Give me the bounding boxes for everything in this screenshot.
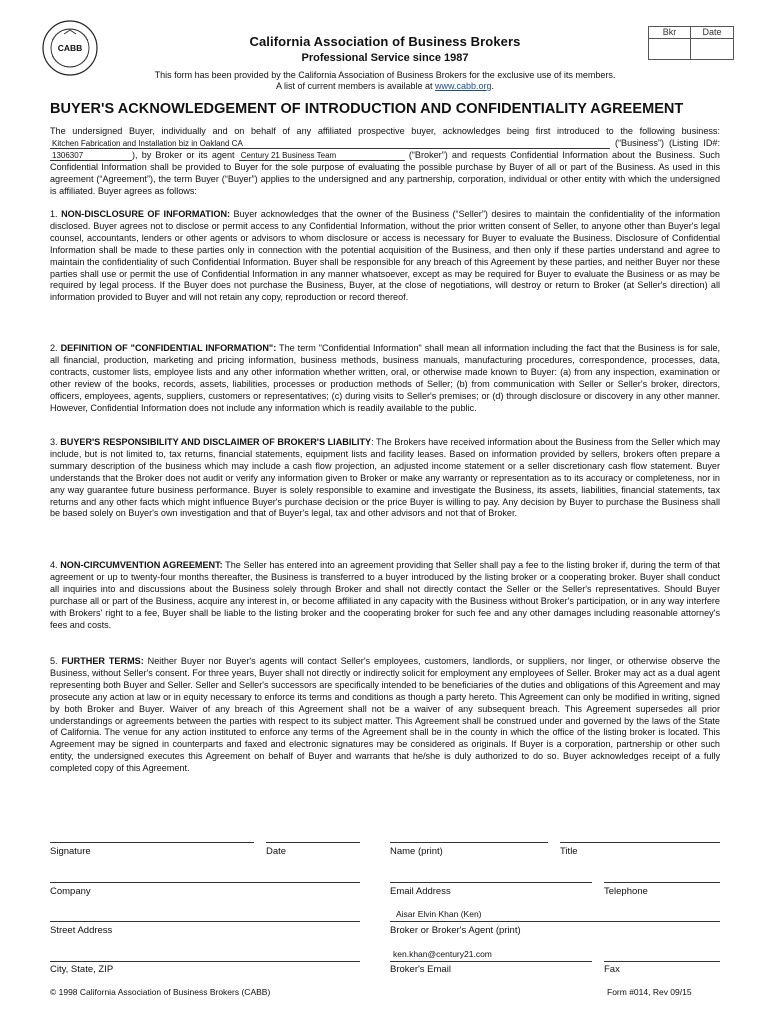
broker-agent-label: Broker or Broker's Agent (print) <box>390 925 521 936</box>
section-text: Buyer acknowledges that the owner of the Business (“Seller”) desires to maintain the confidentiality of the information disclosed. Buyer agrees not to disclose or permit access to any Confidential Information, without the prior written consent of Seller, to anyone other than Buyer's legal counsel, accountants, lenders or other agents or advisors to whom disclosure or access is necessary for Buyer to evaluate the Business. Disclosure of Confidential Information shall be made to these parties only in connection with the potential acquisition of the Business, and then only if these parties understand and agree to maintain the confidentiality of such Confidential Information. Buyer shall be responsible for any breach of this Agreement by these parties, and neither Buyer nor these parties shall use or permit the use of Confidential Information in any manner whatsoever, except as may be required for Buyer to evaluate the Business or as may be required by legal process. If the Buyer does not purchase the Business, Buyer, at the close of negotiations, will destroy or return to Broker (at Seller's direction) all information provided to Buyer and will not retain any copy, reproduction or record thereof. <box>50 209 720 303</box>
date-line[interactable] <box>266 842 360 843</box>
intro-part1: The undersigned Buyer, individually and on behalf of any affiliated prospective buyer, acknowledges being first introduced to the following business: <box>50 126 720 136</box>
bkr-cell[interactable] <box>649 27 691 59</box>
signature-label: Signature <box>50 846 91 857</box>
name-label: Name (print) <box>390 846 443 857</box>
section-heading: FURTHER TERMS: <box>61 656 144 666</box>
section-heading: DEFINITION OF "CONFIDENTIAL INFORMATION": <box>60 343 277 353</box>
section-number: 2. <box>50 343 58 353</box>
broker-date-box <box>648 26 734 60</box>
org-note-prefix: A list of current members is available at <box>275 81 436 91</box>
intro-part2: (“Business”) (Listing ID#: <box>615 137 720 148</box>
telephone-line[interactable] <box>604 882 720 883</box>
section-heading: NON-CIRCUMVENTION AGREEMENT: <box>60 560 223 570</box>
section-text: The Seller has entered into an agreement providing that Seller shall pay a fee to the listing broker if, during the term of that agreement or up to twenty-four months thereafter, the Business is transferred to a buyer introduced by the listing broker or a cooperating broker. Buyer shall conduct all inquiries into and discussions about the Business solely through Broker and shall not directly contact the Seller or the Seller's representatives. Should Buyer purchase all or part of the Business, acquire any interest in, or become affiliated in any capacity with the Business without Broker's participation, or in any way interfere with Brokers' right to a fee, Buyer shall be liable to the listing broker and the cooperating broker for such fee and any other damages including reasonable attorney's fees and costs. <box>50 560 721 630</box>
title-line[interactable] <box>560 842 720 843</box>
section-responsibility <box>50 437 720 520</box>
section-definition <box>50 343 720 414</box>
copyright-notice: © 1998 California Association of Business Brokers (CABB) <box>50 987 271 997</box>
section-heading: NON-DISCLOSURE OF INFORMATION: <box>61 209 231 219</box>
org-note-line1: This form has been provided by the California Association of Business Brokers for the exclusive use of its members. <box>154 70 616 80</box>
org-note-suffix: . <box>491 81 495 91</box>
date-box-label: Date <box>691 27 733 39</box>
name-line[interactable] <box>390 842 548 843</box>
broker-email-line[interactable] <box>390 961 592 962</box>
section-further-terms <box>50 656 720 775</box>
street-label: Street Address <box>50 925 113 936</box>
listing-id-field[interactable]: 1306307 <box>50 151 132 161</box>
city-line[interactable] <box>50 961 360 962</box>
fax-line[interactable] <box>604 961 720 962</box>
org-note-line2 <box>0 81 770 91</box>
section-number: 3. <box>50 437 58 447</box>
signature-line[interactable] <box>50 842 254 843</box>
business-field[interactable]: Kitchen Fabrication and Installation biz in Oakland CA <box>50 139 610 149</box>
org-name: California Association of Business Brokers <box>249 34 521 49</box>
agent-field[interactable]: Century 21 Business Team <box>239 151 405 161</box>
date-label: Date <box>266 846 287 857</box>
intro-part3: ), by Broker or its agent <box>132 149 239 160</box>
document-title: BUYER'S ACKNOWLEDGEMENT OF INTRODUCTION AND CONFIDENTIALITY AGREEMENT <box>50 101 684 117</box>
intro-paragraph <box>50 126 720 197</box>
broker-agent-line[interactable] <box>390 921 720 922</box>
section-text: Neither Buyer nor Buyer's agents will contact Seller's employees, customers, landlords, or suppliers, nor linger, or otherwise observe the Business, without Seller's consent. For three years, Buyer shall not directly or indirectly solicit for employment any employees of Seller. Broker may act as a dual agent representing both Buyer and Seller. Seller and Seller's successors are specifically intended to be beneficiaries of the duties and obligations of this Agreement and may prosecute any action at law or in equity necessary to enforce its terms and conditions as though a party hereto. This Agreement can only be modified in writing, signed by both Broker and Buyer. Waiver of any breach of this Agreement shall not be a waiver of any subsequent breach. This Agreement supersedes all prior understandings or agreements between the parties with respect to its subject matter. This Agreement shall be construed under and governed by the laws of the State of California. The venue for any action instituted to enforce any terms of the Agreement shall be in the county in which the office of the listing broker is located. This Agreement may be signed in counterparts and faxed and electronic signatures may be considered as originals. If Buyer is a corporation, partnership or other such entity, the undersigned executes this Agreement on behalf of Buyer and warrants that he/she is duly authorized to do so. Buyer acknowledges receipt of a fully completed copy of this Agreement. <box>50 656 720 774</box>
bkr-label: Bkr <box>649 27 690 39</box>
company-label: Company <box>50 886 91 897</box>
section-number: 5. <box>50 656 58 666</box>
fax-label: Fax <box>604 964 620 975</box>
section-text: The term "Confidential Information" shall mean all information including the fact that the Business is for sale, all financial, production, marketing and pricing information, business methods, business manuals, manufacturing procedures, correspondence, processes, data, contracts, customer lists, employee lists and any other information whether written, oral, or otherwise made known to Buyer: (a) from any inspection, examination or other review of the books, records, assets, liabilities, processes or production methods of Seller; (b) from communication with Seller or Seller's broker, directors, officers, employees, agents, suppliers, customers or representatives; (c) during visits to Seller's premises; or (d) through disclosure or discovery in any other manner. However, Confidential Information does not include any information which is readily available to the public. <box>50 343 720 413</box>
org-tagline: Professional Service since 1987 <box>301 52 469 64</box>
section-number: 4. <box>50 560 58 570</box>
cabb-website-link[interactable]: www.cabb.org <box>435 81 492 91</box>
broker-email-value[interactable]: ken.khan@century21.com <box>393 949 492 959</box>
email-label: Email Address <box>390 886 451 897</box>
date-cell[interactable] <box>691 27 733 59</box>
company-line[interactable] <box>50 882 360 883</box>
form-number: Form #014, Rev 09/15 <box>607 987 692 997</box>
street-line[interactable] <box>50 921 360 922</box>
section-text: : The Brokers have received information about the Business from the Seller which may include, but is not limited to, tax returns, financial statements, equipment lists and facility leases. Based on information provided by sellers, brokers often prepare a summary description of the business which may include a cash flow projection, an adjusted income statement or a seller discretionary cash flow statement. Buyer understands that the Broker does not audit or verify any information given to Broker or make any warranty or representation as to its accuracy or completeness, nor in any way guarantee future business performance. Buyer is solely responsible to examine and investigate the Business, its assets, liabilities, financial statements, tax returns and any other facts which might influence Buyer's purchase decision or the price Buyer is willing to pay. Any decision by Buyer to purchase the Business shall be based solely on Buyer's own investigation and that of Buyer's legal, tax and other advisors and not that of Broker. <box>50 437 720 519</box>
title-label: Title <box>560 846 578 857</box>
section-number: 1. <box>50 209 58 219</box>
section-non-circumvention <box>50 560 720 631</box>
intro-part4: (“Broker”) and requests Confidential Information about the Business. Such Confidential Information shall be provided to Buyer for the sole purpose of evaluating the possible purchase by Buyer of all or part of the Business. As used in this agreement (“Agreement”), the term Buyer (“Buyer”) applies to the undersigned and any partnership, corporation, individual or other entity with which the undersigned is affiliated. Buyer agrees as follows: <box>50 149 720 196</box>
email-line[interactable] <box>390 882 592 883</box>
city-label: City, State, ZIP <box>50 964 114 975</box>
broker-agent-value[interactable]: Aisar Elvin Khan (Ken) <box>396 909 482 919</box>
broker-email-label: Broker's Email <box>390 964 451 975</box>
section-heading: BUYER'S RESPONSIBILITY AND DISCLAIMER OF BROKER'S LIABILITY <box>60 437 372 447</box>
telephone-label: Telephone <box>604 886 648 897</box>
section-non-disclosure <box>50 209 720 304</box>
svg-text:CABB: CABB <box>57 43 83 53</box>
